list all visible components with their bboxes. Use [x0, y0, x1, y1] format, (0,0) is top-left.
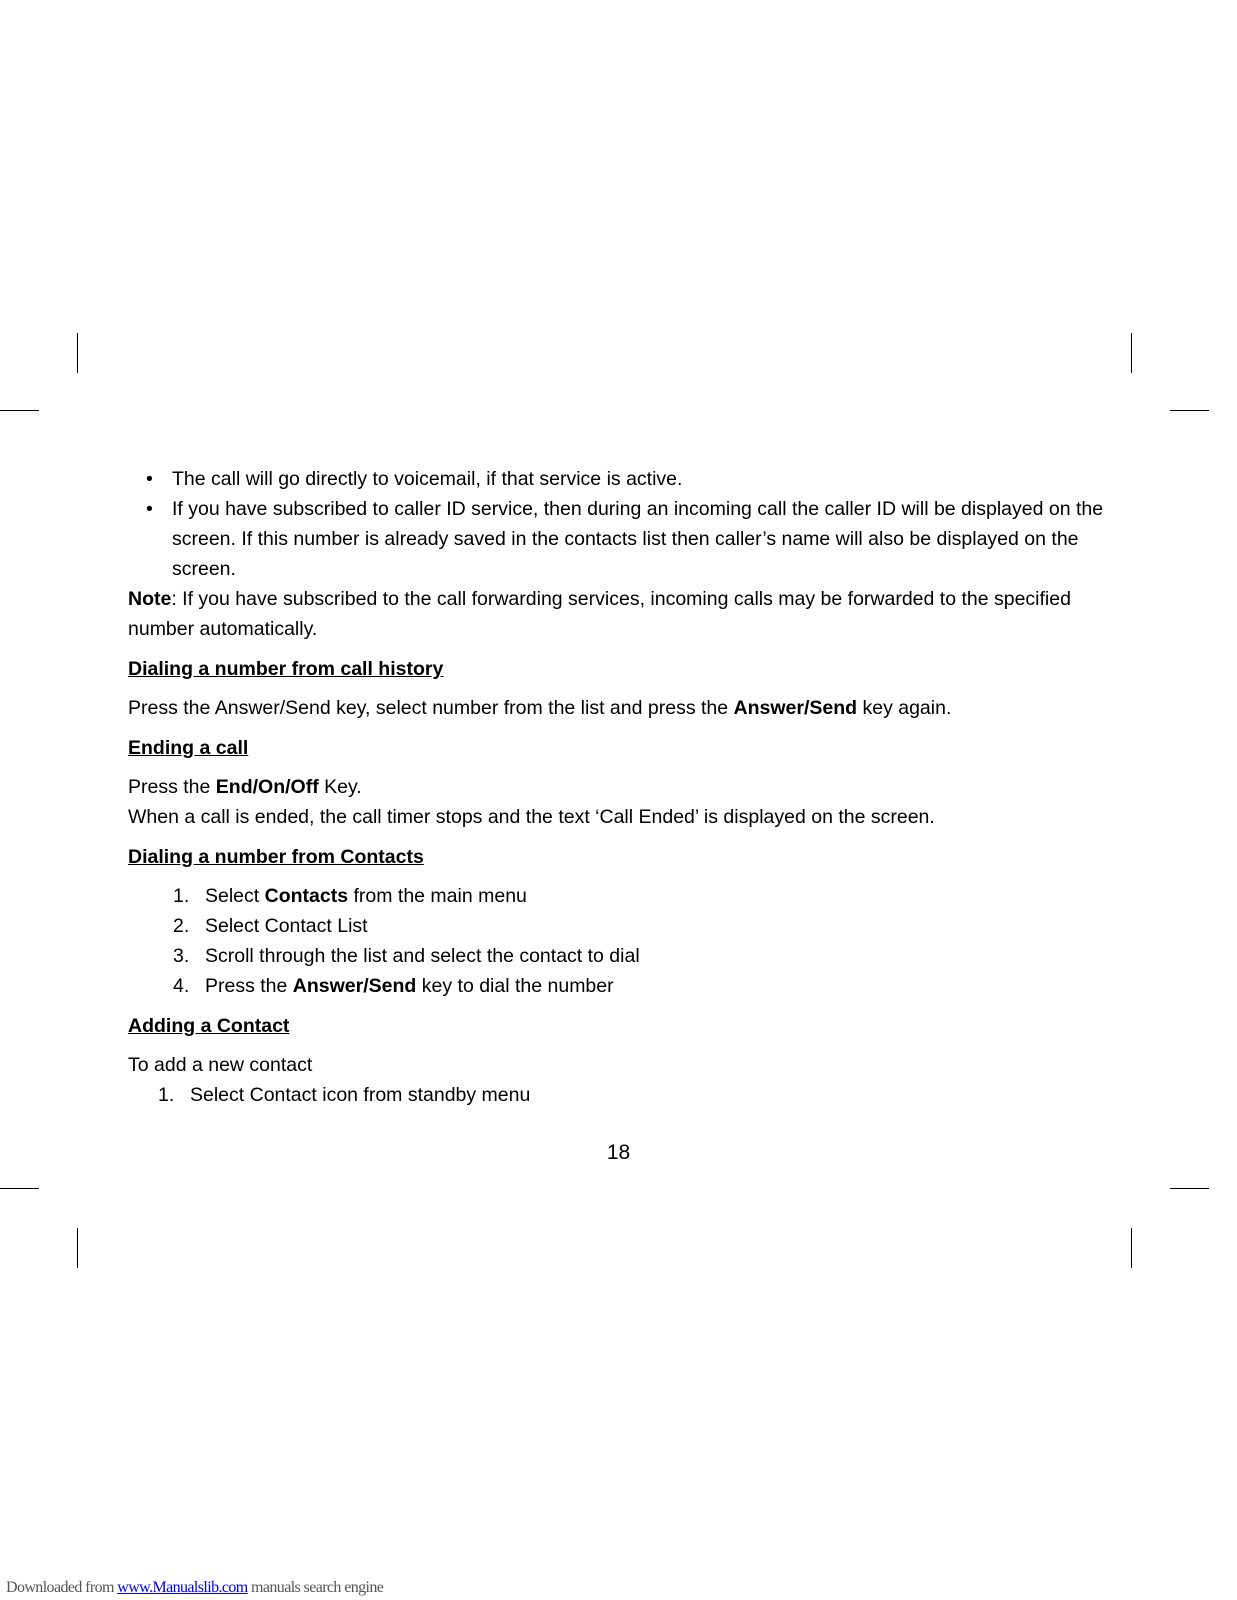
note-label: Note	[128, 588, 172, 610]
step-number: 1.	[158, 1084, 175, 1106]
step-number: 3.	[173, 945, 190, 967]
heading-adding-contact: Adding a Contact	[128, 1015, 290, 1037]
heading-call-history: Dialing a number from call history	[128, 658, 444, 680]
heading-dialing-contacts: Dialing a number from Contacts	[128, 846, 424, 868]
step-text: Select	[205, 885, 265, 907]
note-text: : If you have subscribed to the call forwarding services, incoming calls may be forwarded to the specified number automatically.	[128, 588, 1071, 640]
step-bold: Answer/Send	[292, 975, 417, 997]
dialing-contacts-steps	[128, 881, 1108, 1001]
crop-mark	[0, 1188, 39, 1189]
bullet-item: • If you have subscribed to caller ID service, then during an incoming call the caller ID will be displayed on the screen. If this number is already saved in the contacts list then caller’s name will also be displayed on the screen.	[128, 494, 1108, 584]
page-number: 18	[606, 1141, 631, 1164]
heading-ending-call: Ending a call	[128, 737, 249, 759]
crop-mark	[1170, 410, 1209, 411]
list-item	[128, 881, 1108, 911]
step-number: 4.	[173, 975, 190, 997]
call-history-text-end: key again.	[857, 697, 952, 719]
step-number: 2.	[173, 915, 190, 937]
footer-prefix: Downloaded from	[6, 1579, 118, 1596]
step-text: Select Contact icon from standby menu	[190, 1084, 531, 1106]
bullet-item: • The call will go directly to voicemail, if that service is active.	[128, 464, 1108, 494]
list-item	[128, 941, 1108, 971]
note-paragraph	[128, 584, 1108, 644]
crop-mark	[0, 410, 39, 411]
step-number: 1.	[173, 885, 190, 907]
ending-call-text: Press the	[128, 776, 216, 798]
step-text-end: key to dial the number	[416, 975, 614, 997]
manualslib-link[interactable]: www.Manualslib.com	[117, 1579, 248, 1596]
ending-call-line2: When a call is ended, the call timer stops and the text ‘Call Ended’ is displayed on the screen.	[128, 806, 935, 828]
step-bold: Contacts	[264, 885, 349, 907]
bullet-list	[128, 464, 1108, 584]
crop-mark	[1131, 1228, 1132, 1268]
ending-call-line1	[128, 772, 1108, 802]
adding-contact-intro: To add a new contact	[128, 1054, 313, 1076]
crop-mark	[77, 333, 78, 373]
answer-send-key-label: Answer/Send	[733, 697, 858, 719]
step-text: Scroll through the list and select the contact to dial	[205, 945, 640, 967]
step-text-end: from the main menu	[348, 885, 527, 907]
step-text: Press the	[205, 975, 293, 997]
step-text: Select Contact List	[205, 915, 368, 937]
crop-mark	[1131, 333, 1132, 373]
page-content	[128, 464, 1108, 1110]
list-item	[128, 1080, 1108, 1110]
list-item	[128, 971, 1108, 1001]
adding-contact-steps	[128, 1080, 1108, 1110]
crop-mark	[77, 1228, 78, 1268]
footer-suffix: manuals search engine	[247, 1579, 384, 1596]
ending-call-text-end: Key.	[318, 776, 362, 798]
call-history-text: Press the Answer/Send key, select number from the list and press the	[128, 697, 734, 719]
footer	[6, 1578, 383, 1598]
call-history-paragraph	[128, 693, 1108, 723]
list-item	[128, 911, 1108, 941]
crop-mark	[1170, 1188, 1209, 1189]
end-key-label: End/On/Off	[215, 776, 319, 798]
